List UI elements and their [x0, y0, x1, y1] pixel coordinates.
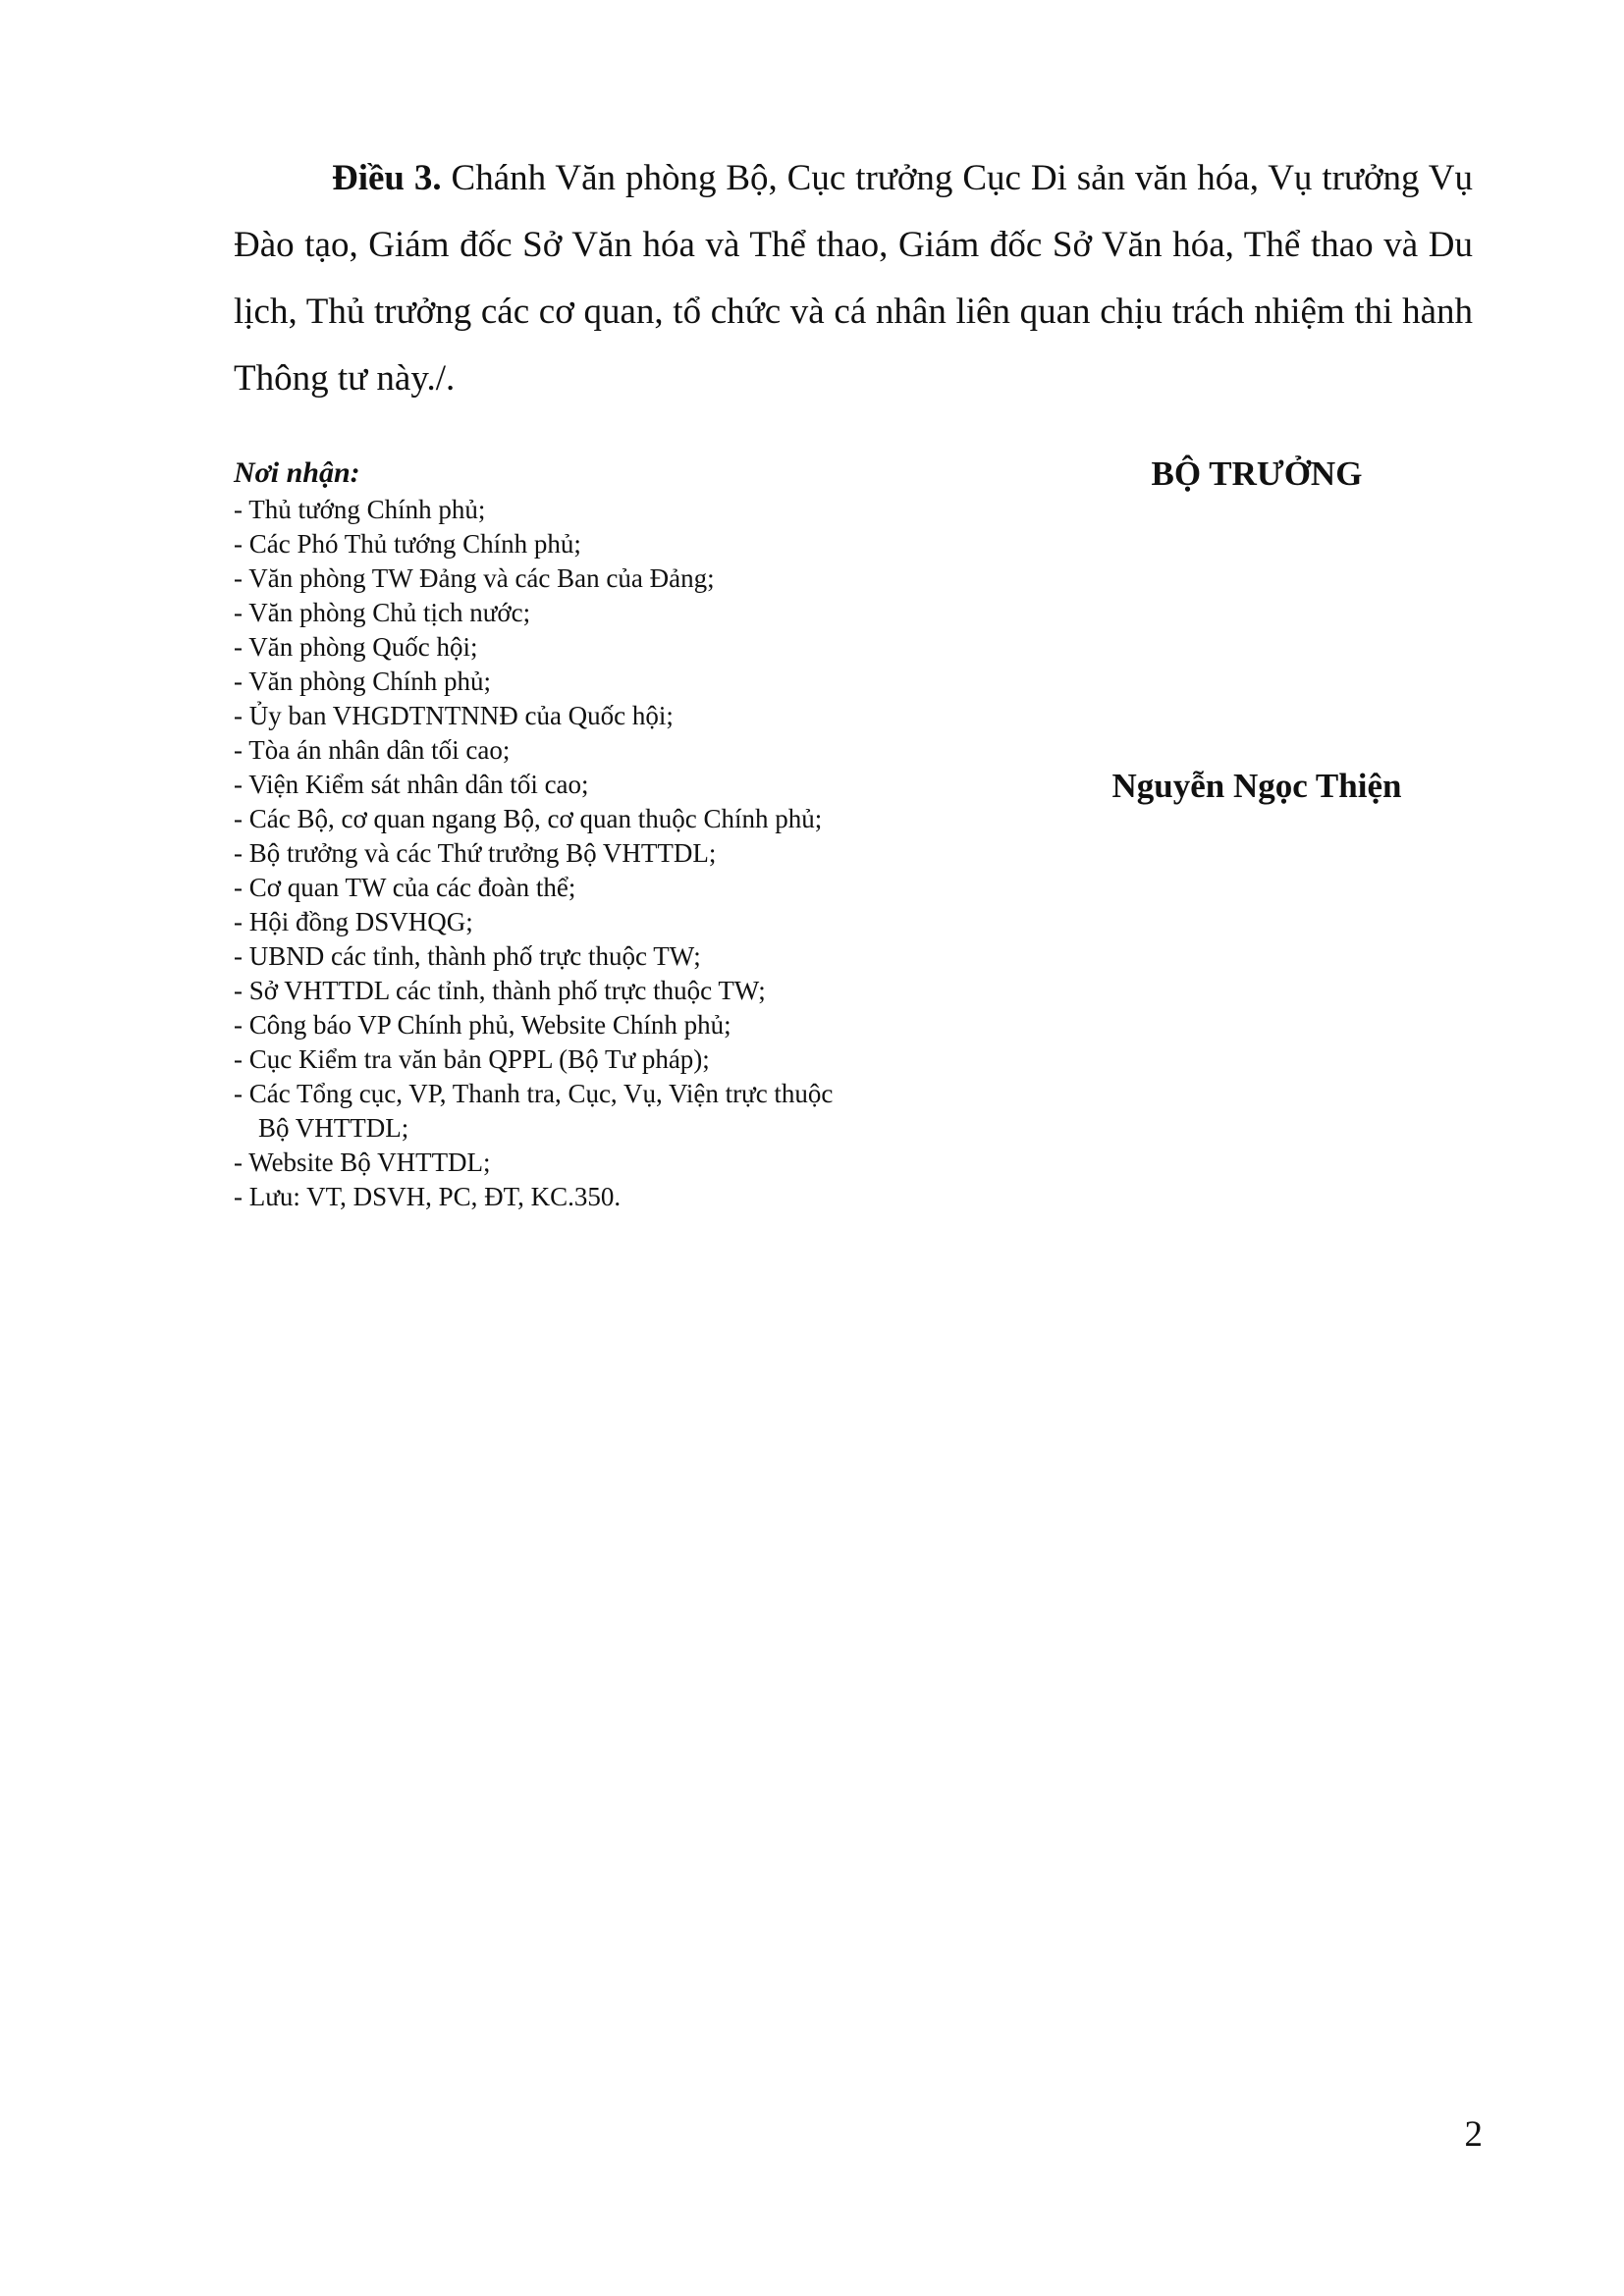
recipient-item: - Văn phòng Chủ tịch nước; — [234, 598, 531, 627]
recipient-item: - Thủ tướng Chính phủ; — [234, 495, 486, 524]
signatory-title: BỘ TRƯỞNG — [1151, 454, 1363, 493]
recipient-item: - Các Tổng cục, VP, Thanh tra, Cục, Vụ, Viện trực thuộc — [234, 1079, 834, 1108]
recipient-item-continuation: Bộ VHTTDL; — [258, 1113, 409, 1143]
recipient-item: - Văn phòng Chính phủ; — [234, 667, 491, 696]
recipient-item: - Các Phó Thủ tướng Chính phủ; — [234, 529, 581, 559]
article-3-paragraph — [234, 145, 1473, 412]
article-number: Điều 3. — [332, 158, 442, 198]
recipient-item: - Cơ quan TW của các đoàn thể; — [234, 873, 576, 902]
recipient-item: - Văn phòng TW Đảng và các Ban của Đảng; — [234, 563, 715, 593]
signature-block — [1041, 450, 1473, 805]
signatory-name: Nguyễn Ngọc Thiện — [1111, 767, 1402, 805]
recipient-item: - UBND các tỉnh, thành phố trực thuộc TW; — [234, 941, 701, 971]
recipient-item: - Công báo VP Chính phủ, Website Chính phủ; — [234, 1010, 731, 1040]
recipient-item: - Văn phòng Quốc hội; — [234, 632, 478, 662]
recipients-block — [234, 454, 980, 1214]
recipient-item: - Bộ trưởng và các Thứ trưởng Bộ VHTTDL; — [234, 838, 717, 868]
page-number: 2 — [1464, 2114, 1483, 2155]
recipient-item: - Sở VHTTDL các tỉnh, thành phố trực thuộc TW; — [234, 976, 766, 1005]
recipient-item: - Các Bộ, cơ quan ngang Bộ, cơ quan thuộc Chính phủ; — [234, 804, 823, 833]
recipients-heading: Nơi nhận: — [234, 456, 360, 489]
recipient-item: - Tòa án nhân dân tối cao; — [234, 735, 511, 765]
recipient-item: - Hội đồng DSVHQG; — [234, 907, 473, 936]
recipient-item: - Cục Kiểm tra văn bản QPPL (Bộ Tư pháp); — [234, 1044, 710, 1074]
recipient-item: - Lưu: VT, DSVH, PC, ĐT, KC.350. — [234, 1182, 622, 1211]
recipient-item: - Viện Kiểm sát nhân dân tối cao; — [234, 770, 589, 799]
article-body: Chánh Văn phòng Bộ, Cục trưởng Cục Di sản văn hóa, Vụ trưởng Vụ Đào tạo, Giám đốc Sở Văn hóa và Thể thao, Giám đốc Sở Văn hóa, Thể thao và Du lịch, Thủ trưởng các cơ quan, tổ chức và cá nhân liên quan chịu trách nhiệm thi hành Thông tư này./. — [234, 158, 1473, 399]
recipient-item: - Website Bộ VHTTDL; — [234, 1148, 491, 1177]
recipient-item: - Ủy ban VHGDTNTNNĐ của Quốc hội; — [234, 701, 674, 730]
